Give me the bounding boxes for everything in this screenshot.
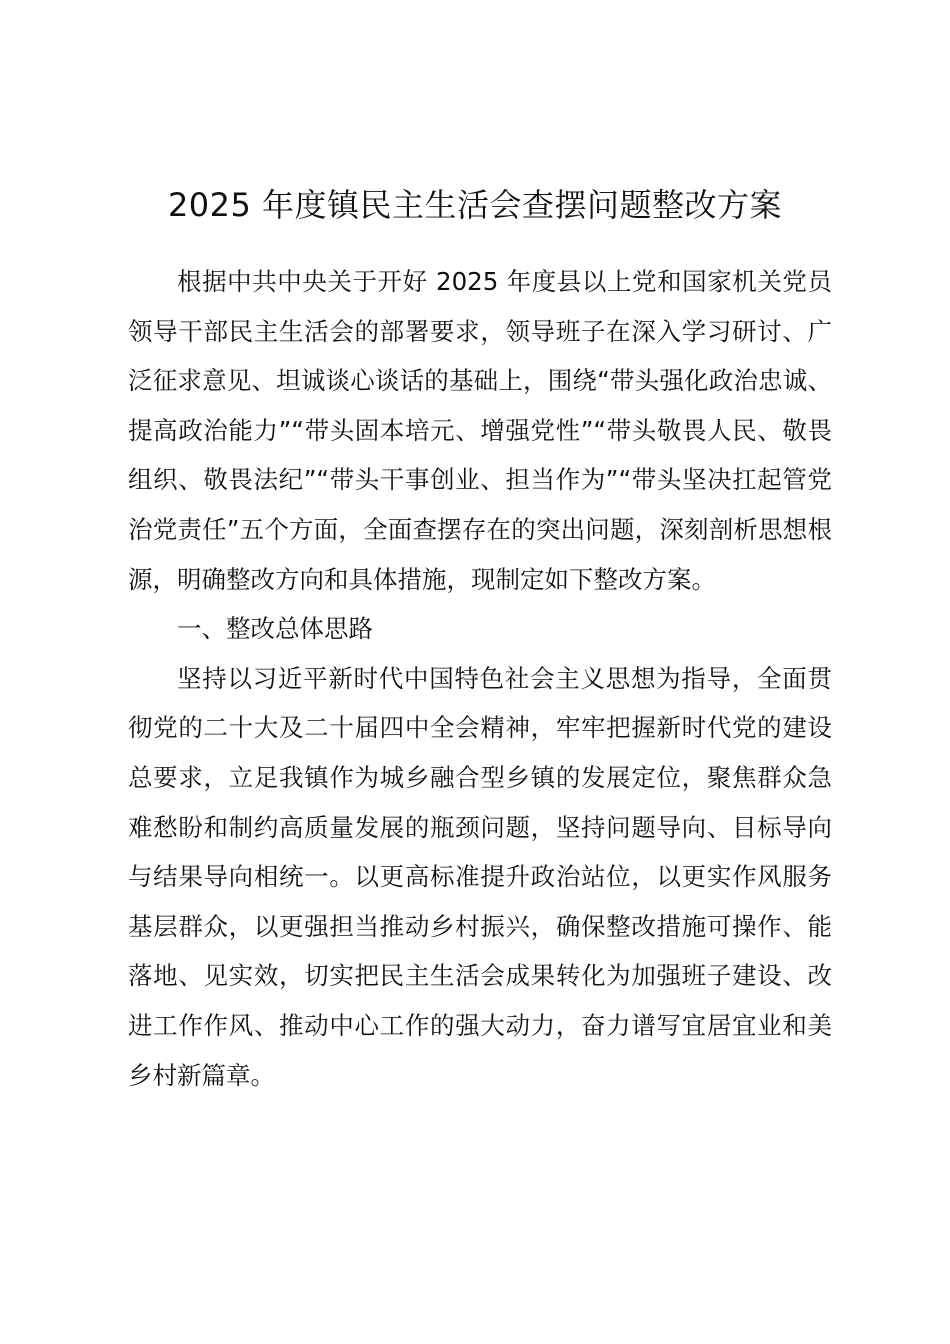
overall-approach-paragraph: 坚持以习近平新时代中国特色社会主义思想为指导，全面贯彻党的二十大及二十届四中全会精神，牢牢把握新时代党的建设总要求，立足我镇作为城乡融合型乡镇的发展定位，聚焦群众急难愁盼和制约高质量发展的瓶颈问题，坚持问题导向、目标导向与结果导向相统一。以更高标准提升政治站位，以更实作风服务基层群众，以更强担当推动乡村振兴，确保整改措施可操作、能落地、见实效，切实把民主生活会成果转化为加强班子建设、改进工作作风、推动中心工作的强大动力，奋力谱写宜居宜业和美乡村新篇章。: [128, 663, 832, 1090]
intro-paragraph: 根据中共中央关于开好 2025 年度县以上党和国家机关党员领导干部民主生活会的部署要求，领导班子在深入学习研讨、广泛征求意见、坦诚谈心谈话的基础上，围绕“带头强化政治忠诚、提高政治能力”“带头固本培元、增强党性”“带头敬畏人民、敬畏组织、敬畏法纪”“带头干事创业、担当作为”“带头坚决扛起管党治党责任”五个方面，全面查摆存在的突出问题，深刻剖析思想根源，明确整改方向和具体措施，现制定如下整改方案。: [128, 267, 832, 594]
document-title: 2025 年度镇民主生活会查摆问题整改方案: [167, 186, 783, 224]
section-heading-overall-approach: 一、整改总体思路: [177, 614, 373, 644]
document-body: [128, 257, 832, 1100]
